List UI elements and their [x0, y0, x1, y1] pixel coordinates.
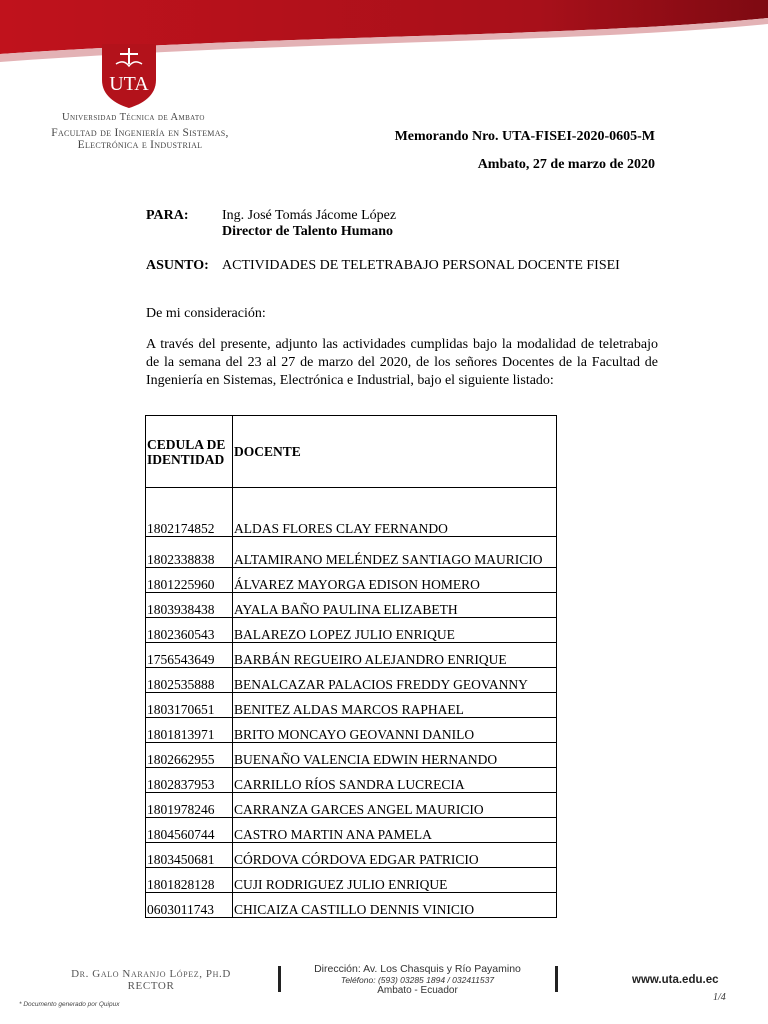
- table-cell-id: 1801225960: [146, 568, 233, 593]
- table-cell-name: BENALCAZAR PALACIOS FREDDY GEOVANNY: [233, 668, 557, 693]
- signer-block: [60, 968, 242, 992]
- university-name: Universidad Técnica de Ambato: [62, 112, 205, 123]
- table-row: [146, 743, 557, 768]
- table-cell-name: ALDAS FLORES CLAY FERNANDO: [233, 488, 557, 537]
- faculty-line-2: Electrónica e Industrial: [77, 139, 203, 151]
- body-paragraph: A través del presente, adjunto las actividades cumplidas bajo la modalidad de teletrabajo de la semana del 23 al 27 de marzo del 2020, de los señores Docentes de la Facultad de Ingeniería en Sistemas, Electrónica e Industrial, bajo el siguiente listado:: [146, 337, 658, 388]
- footer-separator: [555, 966, 558, 992]
- header-cedula: [146, 416, 233, 488]
- phone-line: Teléfono: (593) 03285 1894 / 032411537: [340, 975, 495, 985]
- faculty-line-1: Facultad de Ingeniería en Sistemas,: [51, 127, 229, 139]
- to-name: Ing. José Tomás Jácome López: [222, 208, 397, 223]
- table-cell-name: ALTAMIRANO MELÉNDEZ SANTIAGO MAURICIO: [233, 537, 557, 568]
- website-link[interactable]: www.uta.edu.ec: [632, 974, 719, 986]
- footer-address: [300, 963, 535, 996]
- header-cedula-line1: CEDULA DE: [147, 436, 226, 452]
- table-cell-name: ÁLVAREZ MAYORGA EDISON HOMERO: [233, 568, 557, 593]
- table-cell-id: 1803170651: [146, 693, 233, 718]
- table-cell-id: 1801828128: [146, 868, 233, 893]
- table-cell-id: 1756543649: [146, 643, 233, 668]
- table-row: [146, 868, 557, 893]
- table-cell-name: AYALA BAÑO PAULINA ELIZABETH: [233, 593, 557, 618]
- signer-role: RECTOR: [127, 980, 175, 992]
- header-docente: DOCENTE: [233, 416, 557, 488]
- to-label: PARA:: [146, 208, 189, 223]
- header-cedula-line2: IDENTIDAD: [147, 451, 225, 467]
- page-number: 1/4: [713, 992, 726, 1003]
- table-cell-name: BALAREZO LOPEZ JULIO ENRIQUE: [233, 618, 557, 643]
- table-cell-name: CARRANZA GARCES ANGEL MAURICIO: [233, 793, 557, 818]
- table-cell-name: BRITO MONCAYO GEOVANNI DANILO: [233, 718, 557, 743]
- table-cell-name: CUJI RODRIGUEZ JULIO ENRIQUE: [233, 868, 557, 893]
- table-cell-name: CHICAIZA CASTILLO DENNIS VINICIO: [233, 893, 557, 918]
- table-row: [146, 893, 557, 918]
- greeting: De mi consideración:: [146, 306, 266, 321]
- city-line: Ambato - Ecuador: [377, 985, 458, 996]
- table-row: [146, 537, 557, 568]
- table-cell-name: CARRILLO RÍOS SANDRA LUCRECIA: [233, 768, 557, 793]
- table-row: [146, 643, 557, 668]
- footer-separator: [278, 966, 281, 992]
- table-cell-id: 1802338838: [146, 537, 233, 568]
- address-line: Dirección: Av. Los Chasquis y Río Payamino: [314, 963, 521, 975]
- table-cell-name: CÓRDOVA CÓRDOVA EDGAR PATRICIO: [233, 843, 557, 868]
- table-cell-id: 1801813971: [146, 718, 233, 743]
- table-row: [146, 718, 557, 743]
- table-cell-id: 1802662955: [146, 743, 233, 768]
- table-cell-id: 1803938438: [146, 593, 233, 618]
- table-cell-id: 1802360543: [146, 618, 233, 643]
- subject-text: ACTIVIDADES DE TELETRABAJO PERSONAL DOCENTE FISEI: [222, 258, 620, 273]
- signer-name: Dr. Galo Naranjo López, Ph.D: [71, 968, 231, 980]
- table-row: [146, 668, 557, 693]
- table-row: [146, 843, 557, 868]
- table-cell-id: 0603011743: [146, 893, 233, 918]
- table-row: [146, 818, 557, 843]
- docentes-table: [145, 415, 557, 918]
- memo-date: Ambato, 27 de marzo de 2020: [477, 157, 655, 172]
- table-row: [146, 593, 557, 618]
- table-cell-id: 1802535888: [146, 668, 233, 693]
- generated-note: * Documento generado por Quipux: [19, 1001, 120, 1008]
- table-cell-name: BENITEZ ALDAS MARCOS RAPHAEL: [233, 693, 557, 718]
- faculty-name: [30, 127, 250, 151]
- to-title: Director de Talento Humano: [222, 224, 393, 239]
- uta-logo: [98, 40, 160, 110]
- table-cell-id: 1802174852: [146, 488, 233, 537]
- table-cell-name: CASTRO MARTIN ANA PAMELA: [233, 818, 557, 843]
- subject-label: ASUNTO:: [146, 258, 209, 273]
- table-header-row: [146, 416, 557, 488]
- table-row: [146, 568, 557, 593]
- table-cell-id: 1804560744: [146, 818, 233, 843]
- table-cell-id: 1803450681: [146, 843, 233, 868]
- table-row: [146, 488, 557, 537]
- table-row: [146, 618, 557, 643]
- table-row: [146, 768, 557, 793]
- memo-number: Memorando Nro. UTA-FISEI-2020-0605-M: [394, 129, 655, 144]
- table-cell-name: BUENAÑO VALENCIA EDWIN HERNANDO: [233, 743, 557, 768]
- table-cell-name: BARBÁN REGUEIRO ALEJANDRO ENRIQUE: [233, 643, 557, 668]
- table-cell-id: 1801978246: [146, 793, 233, 818]
- logo-text: UTA: [109, 73, 149, 95]
- table-cell-id: 1802837953: [146, 768, 233, 793]
- table-row: [146, 693, 557, 718]
- table-row: [146, 793, 557, 818]
